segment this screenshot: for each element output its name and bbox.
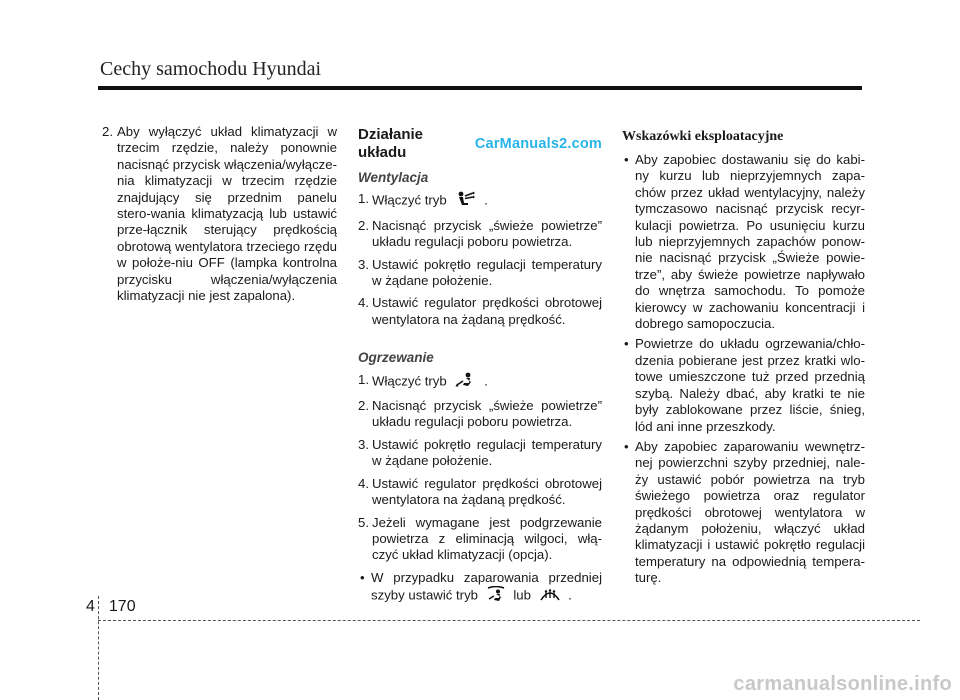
item-number: 4.: [358, 475, 369, 491]
page-number: [86, 598, 136, 616]
list-item: [358, 218, 602, 251]
list-item: [100, 124, 337, 304]
page-header-title: Cechy samochodu Hyundai: [100, 58, 322, 80]
tips-title: Wskazówki eksploatacyjne: [622, 129, 784, 144]
carmanuals-watermark: CarManuals2.com: [474, 136, 602, 152]
item-number: 5.: [358, 514, 369, 530]
list-item: [358, 515, 602, 564]
bullet-text: Aby zapobiec dostawaniu się do kabi-ny kurzu lub nieprzyjemnych zapa-chów przez układ wentylacyjny, należy tymczasowo nacisnąć przycisk recyr-kulacji powietrza. Po usunięciu kurzu lub nieprzyjemnych zapachów ponow-nie nacisnąć przycisk „Świeże powie-trze”, aby świeże powietrze napływało do wnętrza samochodu. To pomoże kierowcy w zachowaniu koncentracji i dobrego samopoczucia.: [635, 152, 865, 332]
footer-rule: [98, 620, 920, 621]
list-item: [358, 398, 602, 431]
face-vent-mode-icon: [454, 191, 476, 211]
column-left: [100, 124, 337, 310]
bullet-item: [622, 336, 865, 434]
bullet-dot: •: [624, 152, 629, 167]
heating-heading: Ogrzewanie: [358, 350, 434, 366]
ventilation-heading: Wentylacja: [358, 170, 429, 185]
section-title-text: Działanie układu: [358, 126, 424, 161]
floor-defrost-mode-icon: [486, 586, 506, 606]
list-item: [358, 191, 602, 211]
floor-heat-mode-icon: [454, 372, 476, 392]
column-right: [622, 124, 865, 591]
item-text: Aby wyłączyć układ klimatyzacji w trzecim rzędzie, należy ponownie nacisnąć przycisk włączenia/wyłącze-nia klimatyzacji w trzecim rzędzie znajdujący się przednim panelu stero-wania klimatyzacją lub ustawić prze-łącznik sterujący prędkością obrotową wentylatora trzeciego rzędu w położe-niu OFF (lampka kontrolna przycisku włączenia/wyłączenia klimatyzacji nie jest zapalona).: [117, 124, 337, 304]
bullet-text-mid: lub: [513, 587, 531, 603]
list-item: [358, 437, 602, 470]
windshield-defrost-icon: [539, 586, 561, 606]
item-text: Włączyć tryb: [372, 373, 447, 389]
bullet-text: Aby zapobiec zaparowaniu wewnętrz-nej powierzchni szyby przedniej, nale-ży ustawić pobór powietrza na tryb świeżego powietrza oraz regulator prędkości obrotowej wentylatora w żądanym położeniu, włączyć układ klimatyzacji i ustawić pokrętło regulacji temperatury na odpowiednią tempera-turę.: [635, 438, 865, 586]
item-number: 4.: [358, 295, 369, 311]
item-number: 3.: [358, 256, 369, 272]
item-number: 1.: [358, 371, 369, 387]
chapter-number: 4: [86, 598, 95, 615]
list-item: [358, 476, 602, 509]
bullet-item: [622, 152, 865, 332]
item-text: Ustawić pokrętło regulacji temperatury w żądane położenie.: [372, 436, 602, 469]
item-text: Nacisnąć przycisk „świeże powietrze” układu regulacji poboru powietrza.: [372, 217, 602, 250]
page-number-value: 170: [108, 598, 136, 615]
list-item: [358, 257, 602, 290]
bullet-text: W przypadku zaparowania przedniej szyby ustawić tryb: [371, 569, 602, 603]
section-title: [358, 126, 602, 162]
item-number: 1.: [358, 191, 369, 207]
item-number: 2.: [102, 124, 113, 139]
item-text: Ustawić regulator prędkości obrotowej wentylatora na żądaną prędkość.: [372, 475, 602, 508]
item-number: 2.: [358, 398, 369, 414]
bullet-dot: •: [360, 569, 365, 585]
site-watermark: carmanualsonline.info: [733, 673, 952, 695]
bullet-dot: •: [624, 438, 629, 454]
bullet-text: Powietrze do układu ogrzewania/chło-dzenia pobierane jest przez kratki wlo-towe umieszczone tuż przed przednią szybą. Należy dbać, aby kratki te nie były zablokowane przez liście, śnieg, lód ani inne przeszkody.: [635, 336, 865, 434]
item-text-end: .: [484, 373, 488, 389]
item-text: Włączyć tryb: [372, 193, 447, 209]
item-text: Ustawić pokrętło regulacji temperatury w żądane położenie.: [372, 256, 602, 289]
item-text: Nacisnąć przycisk „świeże powietrze” układu regulacji poboru powietrza.: [372, 398, 602, 430]
item-number: 2.: [358, 217, 369, 233]
item-text-end: .: [484, 193, 488, 209]
header-rule: [98, 86, 862, 90]
column-middle: [358, 124, 602, 611]
list-item: [358, 372, 602, 392]
item-text: Jeżeli wymagane jest podgrzewanie powietrza z eliminacją wilgoci, włą-czyć układ klimatyzacji (opcja).: [372, 514, 602, 563]
bullet-item: [622, 439, 865, 587]
list-item: [358, 295, 602, 328]
bullet-item: [358, 570, 602, 607]
item-text: Ustawić regulator prędkości obrotowej wentylatora na żądaną prędkość.: [372, 295, 602, 327]
bullet-dot: •: [624, 336, 629, 352]
item-number: 3.: [358, 436, 369, 452]
bullet-text-end: .: [568, 587, 572, 603]
